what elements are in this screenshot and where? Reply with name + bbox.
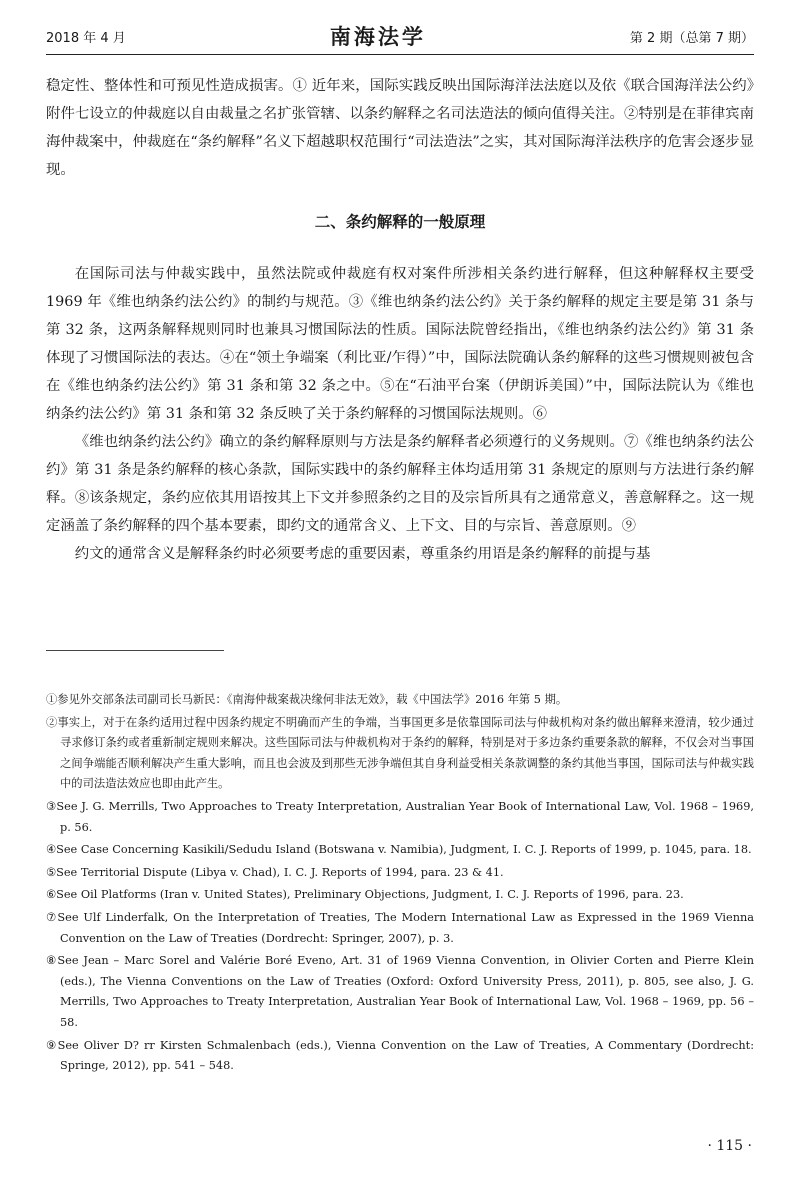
paragraph-3: 《维也纳条约法公约》确立的条约解释原则与方法是条约解释者必须遵行的义务规则。⑦《维也纳条约法公约》第 31 条是条约解释的核心条款，国际实践中的条约解释主体均适用第 31 条规定的原则与方法进行条约解释。⑧该条规定，条约应依其用语按其上下文并参照条约之目的及宗旨所具有之通常意义，善意解释之。这一规定涵盖了条约解释的四个基本要素，即约文的通常含义、上下文、目的与宗旨、善意原则。⑨: [46, 434, 754, 534]
footnote-9: ⑨See Oliver D? rr Kirsten Schmalenbach (eds.), Vienna Convention on the Law of Treaties, A Commentary (Dordrecht: Springe, 2012), pp. 541 – 548.: [46, 1038, 754, 1073]
footnote-4: ④See Case Concerning Kasikili/Sedudu Island (Botswana v. Namibia), Judgment, I. C. J. Reports of 1999, p. 1045, para. 18.: [46, 843, 752, 857]
footnote-5: ⑤See Territorial Dispute (Libya v. Chad), I. C. J. Reports of 1994, para. 23 & 41.: [46, 865, 504, 879]
main-text: [46, 72, 754, 568]
section-heading: 二、条约解释的一般原理: [314, 213, 486, 231]
footnote-separator: [46, 650, 224, 651]
footnote-7: ⑦See Ulf Linderfalk, On the Interpretation of Treaties, The Modern International Law as Expressed in the 1969 Vienna Convention on the Law of Treaties (Dordrecht: Springer, 2007), p. 3.: [46, 910, 754, 945]
footnote-2: ②事实上，对于在条约适用过程中因条约规定不明确而产生的争端，当事国更多是依靠国际司法与仲裁机构对条约做出解释来澄清，较少通过寻求修订条约或者重新制定规则来解决。这些国际司法与仲裁机构对于条约的解释，特别是对于多边条约重要条款的解释，不仅会对当事国之间争端能否顺利解决产生重大影响，而且也会波及到那些无涉争端但其自身利益受相关条款调整的条约其他当事国，国际司法与仲裁实践中的司法造法效应也即由此产生。: [46, 715, 754, 791]
footnotes: [46, 690, 754, 1077]
footnote-8: ⑧See Jean – Marc Sorel and Valérie Boré Eveno, Art. 31 of 1969 Vienna Convention, in Olivier Corten and Pierre Klein (eds.), The Vienna Conventions on the Law of Treaties (Oxford: Oxford University Press, 2011), p. 805, see also, J. G. Merrills, Two Approaches to Treaty Interpretation, Australian Year Book of International Law, Vol. 1968 – 1969, pp. 56 – 58.: [46, 954, 754, 1029]
paragraph-1: 稳定性、整体性和可预见性造成损害。① 近年来，国际实践反映出国际海洋法法庭以及依《联合国海洋法公约》附件七设立的仲裁庭以自由裁量之名扩张管辖、以条约解释之名司法造法的倾向值得关注。②特别是在菲律宾南海仲裁案中，仲裁庭在“条约解释”名义下超越职权范围行“司法造法”之实，其对国际海洋法秩序的危害会逐步显现。: [46, 78, 754, 178]
page-number: · 115 ·: [707, 1138, 752, 1154]
header-date: 2018 年 4 月: [46, 30, 126, 46]
paragraph-4: 约文的通常含义是解释条约时必须要考虑的重要因素，尊重条约用语是条约解释的前提与基: [74, 546, 651, 562]
footnote-1: ①参见外交部条法司副司长马新民：《南海仲裁案裁决缘何非法无效》，载《中国法学》2016 年第 5 期。: [46, 693, 568, 706]
running-header: [46, 18, 754, 55]
journal-title: 南海法学: [329, 24, 426, 49]
header-issue: 第 2 期（总第 7 期）: [629, 30, 754, 46]
paragraph-2: 在国际司法与仲裁实践中，虽然法院或仲裁庭有权对案件所涉相关条约进行解释，但这种解释权主要受 1969 年《维也纳条约法公约》的制约与规范。③《维也纳条约法公约》关于条约解释的规定主要是第 31 条与第 32 条，这两条解释规则同时也兼具习惯国际法的性质。国际法院曾经指出，《维也纳条约法公约》第 31 条体现了习惯国际法的表达。④在“领土争端案（利比亚/乍得）”中，国际法院确认条约解释的这些习惯规则被包含在《维也纳条约法公约》第 31 条和第 32 条之中。⑤在“石油平台案（伊朗诉美国）”中，国际法院认为《维也纳条约法公约》第 31 条和第 32 条反映了关于条约解释的习惯国际法规则。⑥: [46, 266, 754, 422]
footnote-3: ③See J. G. Merrills, Two Approaches to Treaty Interpretation, Australian Year Book of International Law, Vol. 1968 – 1969, p. 56.: [46, 799, 754, 834]
footnote-6: ⑥See Oil Platforms (Iran v. United States), Preliminary Objections, Judgment, I. C. J. Reports of 1996, para. 23.: [46, 888, 684, 902]
